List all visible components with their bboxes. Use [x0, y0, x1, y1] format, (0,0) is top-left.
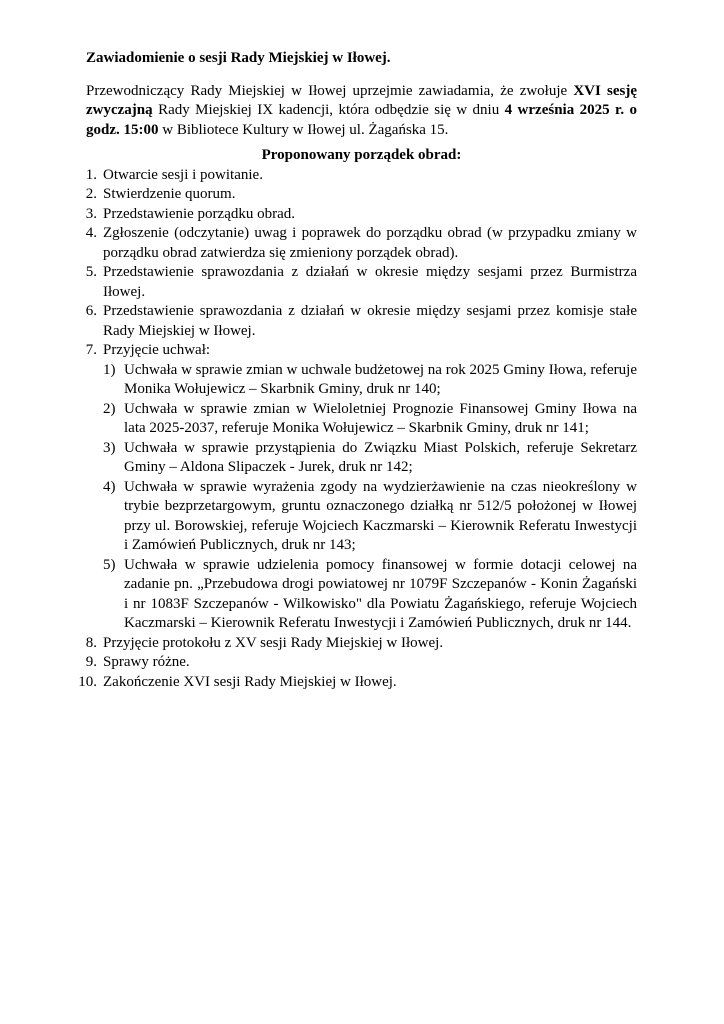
- agenda-item-number: 5.: [85, 264, 97, 280]
- agenda-list: [78, 166, 637, 693]
- agenda-subitem: [103, 478, 637, 556]
- agenda-heading: Proponowany porządek obrad:: [261, 147, 462, 163]
- agenda-item-text: Przedstawienie sprawozdania z działań w okresie między sesjami przez Burmistrza Iłowej.: [103, 264, 637, 300]
- agenda-item-body: [103, 341, 637, 634]
- agenda-item: [70, 224, 637, 263]
- agenda-item-text: Stwierdzenie quorum.: [103, 186, 236, 202]
- agenda-subitem-text: Uchwała w sprawie przystąpienia do Związku Miast Polskich, referuje Sekretarz Gminy – Aldona Slipaczek - Jurek, druk nr 142;: [124, 439, 637, 475]
- agenda-item: [70, 302, 637, 341]
- intro-paragraph: [86, 82, 637, 141]
- intro-bold-date: 4 września 2025 r. o godz. 15:00: [86, 102, 637, 138]
- agenda-item-number: 7.: [85, 342, 97, 358]
- agenda-subitem-text: Uchwała w sprawie udzielenia pomocy finansowej w formie dotacji celowej na zadanie pn. „Przebudowa drogi powiatowej nr 1079F Szczepanów - Konin Żagański i nr 1083F Szczepanów - Wilkowisko" dla Powiatu Żagańskiego, referuje Wojciech Kaczmarski – Kierownik Referatu Inwestycji i Zamówień Publicznych, druk nr 144.: [124, 556, 637, 631]
- agenda-subitem: [103, 400, 637, 439]
- agenda-item-text: Przyjęcie uchwał:: [103, 342, 211, 358]
- agenda-item-text: Przedstawienie sprawozdania z działań w okresie między sesjami przez komisje stałe Rady Miejskiej w Iłowej.: [103, 303, 637, 339]
- agenda-subitem-text: Uchwała w sprawie zmian w Wieloletniej Prognozie Finansowej Gminy Iłowa na lata 2025-2037, referuje Monika Wołujewicz – Skarbnik Gminy, druk nr 141;: [124, 400, 637, 436]
- agenda-subitem-text: Uchwała w sprawie wyrażenia zgody na wydzierżawienie na czas nieokreślony w trybie bezprzetargowym, gruntu oznaczonego działką nr 512/5 położonej w Iłowej przy ul. Borowskiej, referuje Wojciech Kaczmarski – Kierownik Referatu Inwestycji i Zamówień Publicznych, druk nr 143;: [124, 478, 637, 553]
- agenda-item: [70, 185, 637, 205]
- agenda-item-number: 3.: [85, 205, 97, 222]
- agenda-item-number: 4.: [85, 225, 97, 241]
- agenda-item-text: Otwarcie sesji i powitanie.: [103, 166, 263, 183]
- document-title: Zawiadomienie o sesji Rady Miejskiej w Iłowej.: [86, 50, 391, 66]
- agenda-item-text: Sprawy różne.: [103, 654, 190, 670]
- agenda-item-text: Przyjęcie protokołu z XV sesji Rady Miejskiej w Iłowej.: [103, 634, 444, 651]
- agenda-item-number: 10.: [78, 673, 97, 690]
- agenda-item-number: 9.: [85, 654, 97, 670]
- agenda-subitem-number: 3): [103, 439, 116, 456]
- agenda-item-number: 6.: [85, 303, 97, 319]
- agenda-item: [70, 205, 637, 225]
- agenda-item-number: 2.: [85, 186, 97, 202]
- intro-bold-session: XVI sesję zwyczajną: [86, 82, 637, 118]
- agenda-item: [70, 166, 637, 186]
- agenda-item-text: Zgłoszenie (odczytanie) uwag i poprawek do porządku obrad (w przypadku zmiany w porządku obrad zatwierdza się zmieniony porządek obrad).: [103, 225, 637, 261]
- agenda-subitem: [103, 361, 637, 400]
- agenda-item-text: Zakończenie XVI sesji Rady Miejskiej w Iłowej.: [103, 673, 397, 690]
- agenda-subitem-text: Uchwała w sprawie zmian w uchwale budżetowej na rok 2025 Gminy Iłowa, referuje Monika Wołujewicz – Skarbnik Gminy, druk nr 140;: [124, 361, 637, 397]
- agenda-item-number: 8.: [85, 634, 97, 651]
- agenda-subitem-number: 5): [103, 556, 116, 573]
- intro-text: Rady Miejskiej IX kadencji, która odbędzie się w dniu: [152, 102, 505, 118]
- agenda-item: [70, 263, 637, 302]
- agenda-item: [70, 341, 637, 634]
- agenda-subitem: [103, 439, 637, 478]
- agenda-item-text: Przedstawienie porządku obrad.: [103, 205, 296, 222]
- agenda-item: [70, 634, 637, 654]
- agenda-subitem: [103, 556, 637, 634]
- agenda-subitem-number: 2): [103, 400, 116, 417]
- agenda-subitem-number: 1): [103, 361, 116, 378]
- intro-text: w Bibliotece Kultury w Iłowej ul. Żagańska 15.: [158, 121, 449, 138]
- agenda-subitem-number: 4): [103, 478, 116, 495]
- agenda-item-number: 1.: [85, 166, 97, 183]
- document-content: [78, 49, 637, 692]
- agenda-item: [70, 673, 637, 693]
- intro-text: Przewodniczący Rady Miejskiej w Iłowej uprzejmie zawiadamia, że zwołuje: [86, 82, 574, 99]
- agenda-item: [70, 653, 637, 673]
